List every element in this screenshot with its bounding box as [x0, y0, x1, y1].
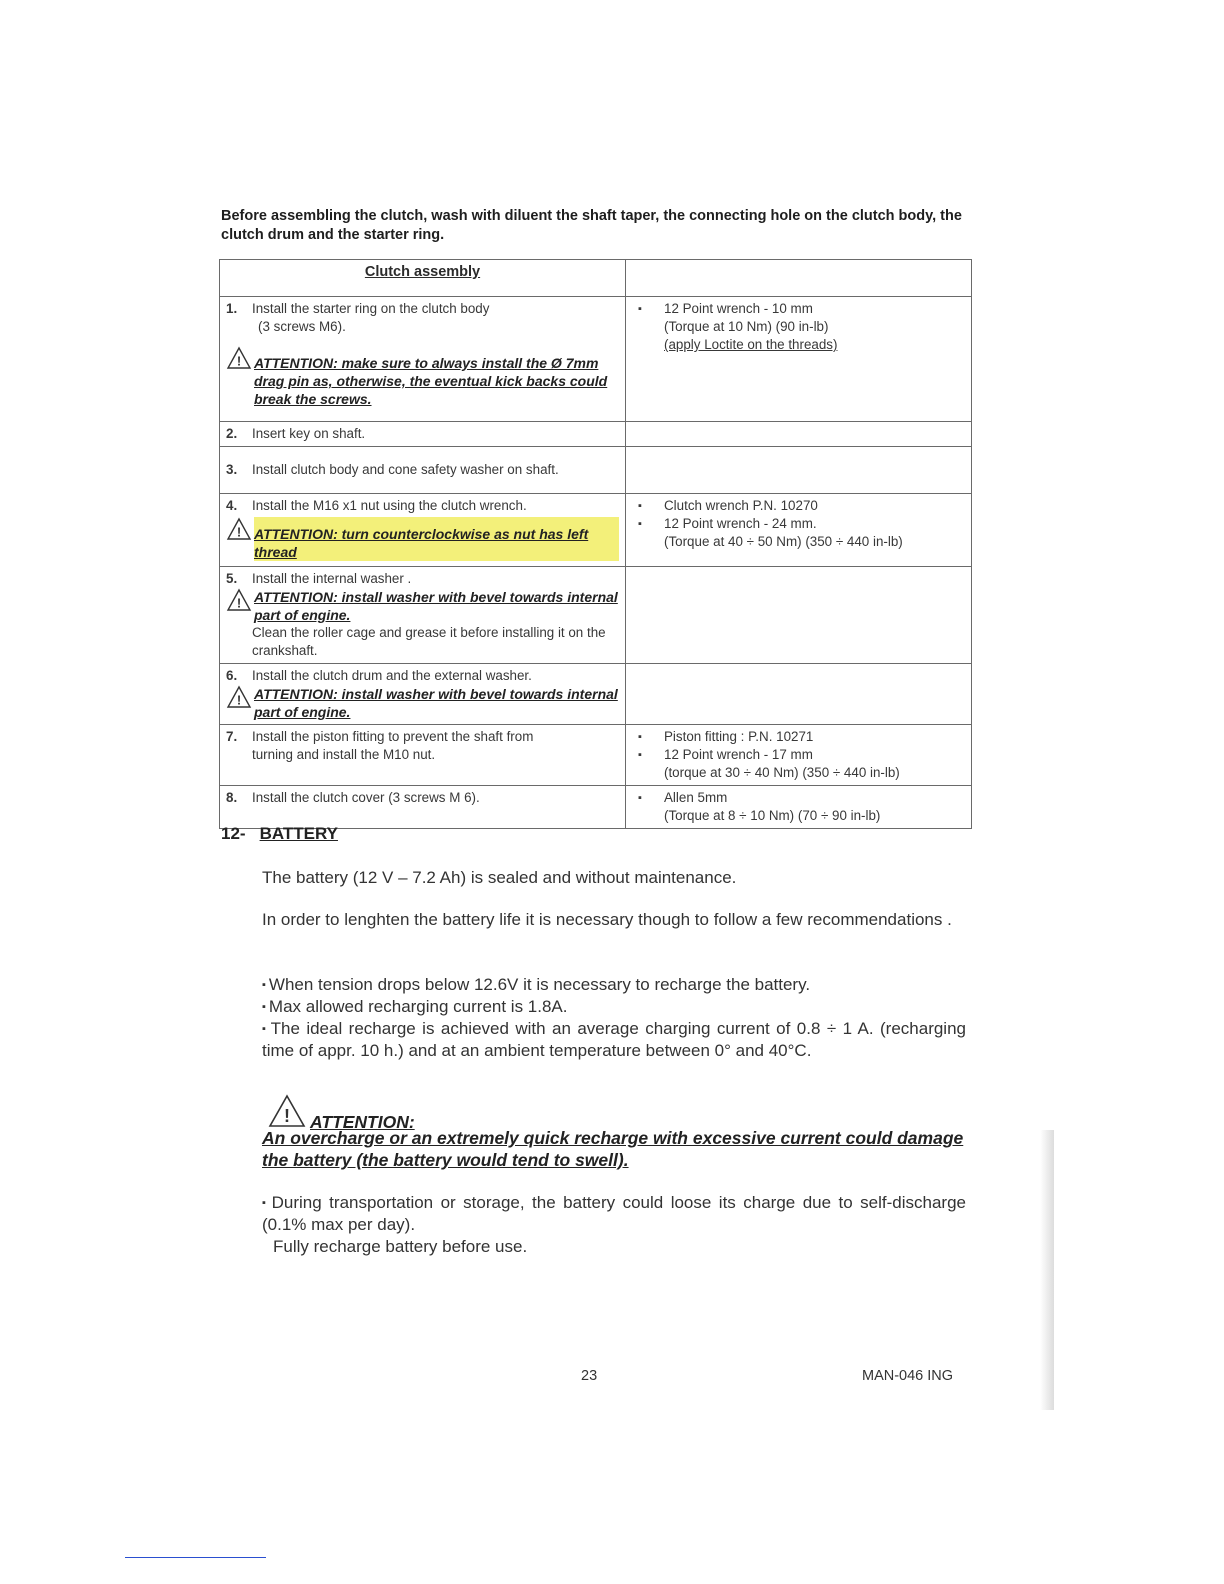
- step-number: 3.: [226, 462, 238, 477]
- step-number: 7.: [226, 729, 238, 744]
- battery-paragraph-2: In order to lenghten the battery life it is necessary though to follow a few recommendations .: [262, 910, 952, 929]
- step-text: Install the M16 x1 nut using the clutch wrench.: [252, 498, 527, 513]
- document-code: MAN-046 ING: [862, 1368, 954, 1384]
- step-text: (3 screws M6).: [258, 319, 346, 334]
- tools-list: [632, 300, 965, 354]
- step-number: 6.: [226, 668, 238, 683]
- attention-text: An overcharge or an extremely quick recharge with excessive current could damage the battery (the battery would tend to swell).: [262, 1128, 964, 1170]
- page-number: 23: [581, 1368, 598, 1384]
- svg-text:!: !: [236, 595, 242, 611]
- section-heading: [221, 824, 338, 844]
- tools-list: [632, 497, 965, 551]
- divider-line: [125, 1557, 266, 1558]
- attention-label: ATTENTION:: [310, 1112, 415, 1132]
- table-row: [220, 297, 972, 422]
- tools-list: [632, 728, 965, 782]
- tool-item: (Torque at 40 ÷ 50 Nm) (350 ÷ 440 in-lb): [664, 534, 903, 549]
- warning-triangle-icon: [226, 517, 252, 561]
- scan-shadow: [1040, 1130, 1054, 1410]
- table-row: [220, 447, 972, 494]
- step-text: Install clutch body and cone safety washer on shaft.: [252, 462, 559, 477]
- table-row: [220, 422, 972, 447]
- list-item: ▪ Max allowed recharging current is 1.8A.: [262, 997, 568, 1016]
- list-item-continuation: Fully recharge battery before use.: [273, 1237, 528, 1256]
- step-text: Install the clutch drum and the external washer.: [252, 668, 532, 683]
- warning-triangle-icon: [226, 346, 252, 408]
- table-row: [220, 567, 972, 664]
- tool-item: (torque at 30 ÷ 40 Nm) (350 ÷ 440 in-lb): [664, 765, 900, 780]
- tool-item: ▪ Allen 5mm: [632, 789, 965, 807]
- table-row: [220, 664, 972, 725]
- tool-item: ▪ 12 Point wrench - 24 mm.: [632, 515, 965, 533]
- step-number: 5.: [226, 571, 238, 586]
- table-row: [220, 786, 972, 829]
- step-text: Insert key on shaft.: [252, 426, 366, 441]
- list-item: ▪ During transportation or storage, the battery could loose its charge due to self-discharge (0.1% max per day).: [262, 1193, 966, 1234]
- tool-item: ▪ 12 Point wrench - 17 mm: [632, 746, 965, 764]
- list-item: ▪ The ideal recharge is achieved with an average charging current of 0.8 ÷ 1 A. (recharging time of appr. 10 h.) and at an ambient temperature between 0° and 40°C.: [262, 1019, 966, 1060]
- svg-text:!: !: [236, 524, 242, 540]
- attention-note: ATTENTION: install washer with bevel towards internal part of engine.: [254, 589, 618, 623]
- step-number: 2.: [226, 426, 238, 441]
- tool-item: ▪ Clutch wrench P.N. 10270: [632, 497, 965, 515]
- table-header-row: [220, 260, 972, 297]
- attention-note: ATTENTION: make sure to always install the Ø 7mm drag pin as, otherwise, the eventual kick backs could break the screws.: [254, 355, 608, 407]
- step-text: Install the internal washer .: [252, 571, 412, 586]
- tool-item: (Torque at 10 Nm) (90 in-lb): [664, 319, 829, 334]
- tool-item: (apply Loctite on the threads): [664, 337, 838, 352]
- warning-triangle-icon: [226, 588, 252, 624]
- intro-paragraph: Before assembling the clutch, wash with diluent the shaft taper, the connecting hole on the clutch body, the clutch drum and the starter ring.: [221, 208, 962, 243]
- tools-list: [632, 789, 965, 825]
- step-number: 1.: [226, 301, 238, 316]
- svg-text:!: !: [284, 1106, 290, 1126]
- table-title: Clutch assembly: [364, 264, 481, 280]
- svg-text:!: !: [236, 692, 242, 708]
- tool-item: (Torque at 8 ÷ 10 Nm) (70 ÷ 90 in-lb): [664, 808, 881, 823]
- clutch-assembly-table: [219, 259, 972, 829]
- section-number: 12-: [221, 824, 246, 843]
- list-item: ▪ When tension drops below 12.6V it is necessary to recharge the battery.: [262, 975, 811, 994]
- section-title: BATTERY: [259, 824, 338, 843]
- tool-item: ▪ 12 Point wrench - 10 mm: [632, 300, 965, 318]
- step-text: turning and install the M10 nut.: [252, 747, 436, 762]
- step-text: Install the clutch cover (3 screws M 6).: [252, 790, 480, 805]
- step-number: 8.: [226, 790, 238, 805]
- table-row: [220, 494, 972, 567]
- tool-item: ▪ Piston fitting : P.N. 10271: [632, 728, 965, 746]
- warning-triangle-icon: [226, 685, 252, 721]
- table-row: [220, 725, 972, 786]
- step-note: Clean the roller cage and grease it before installing it on the crankshaft.: [252, 625, 606, 658]
- step-number: 4.: [226, 498, 238, 513]
- attention-note: ATTENTION: install washer with bevel towards internal part of engine.: [254, 686, 618, 720]
- svg-text:!: !: [236, 353, 242, 369]
- battery-paragraph-1: The battery (12 V – 7.2 Ah) is sealed and without maintenance.: [262, 868, 737, 887]
- step-text: Install the piston fitting to prevent the shaft from: [252, 729, 534, 744]
- step-text: Install the starter ring on the clutch body: [252, 301, 490, 316]
- attention-note: ATTENTION: turn counterclockwise as nut has left thread: [254, 517, 619, 561]
